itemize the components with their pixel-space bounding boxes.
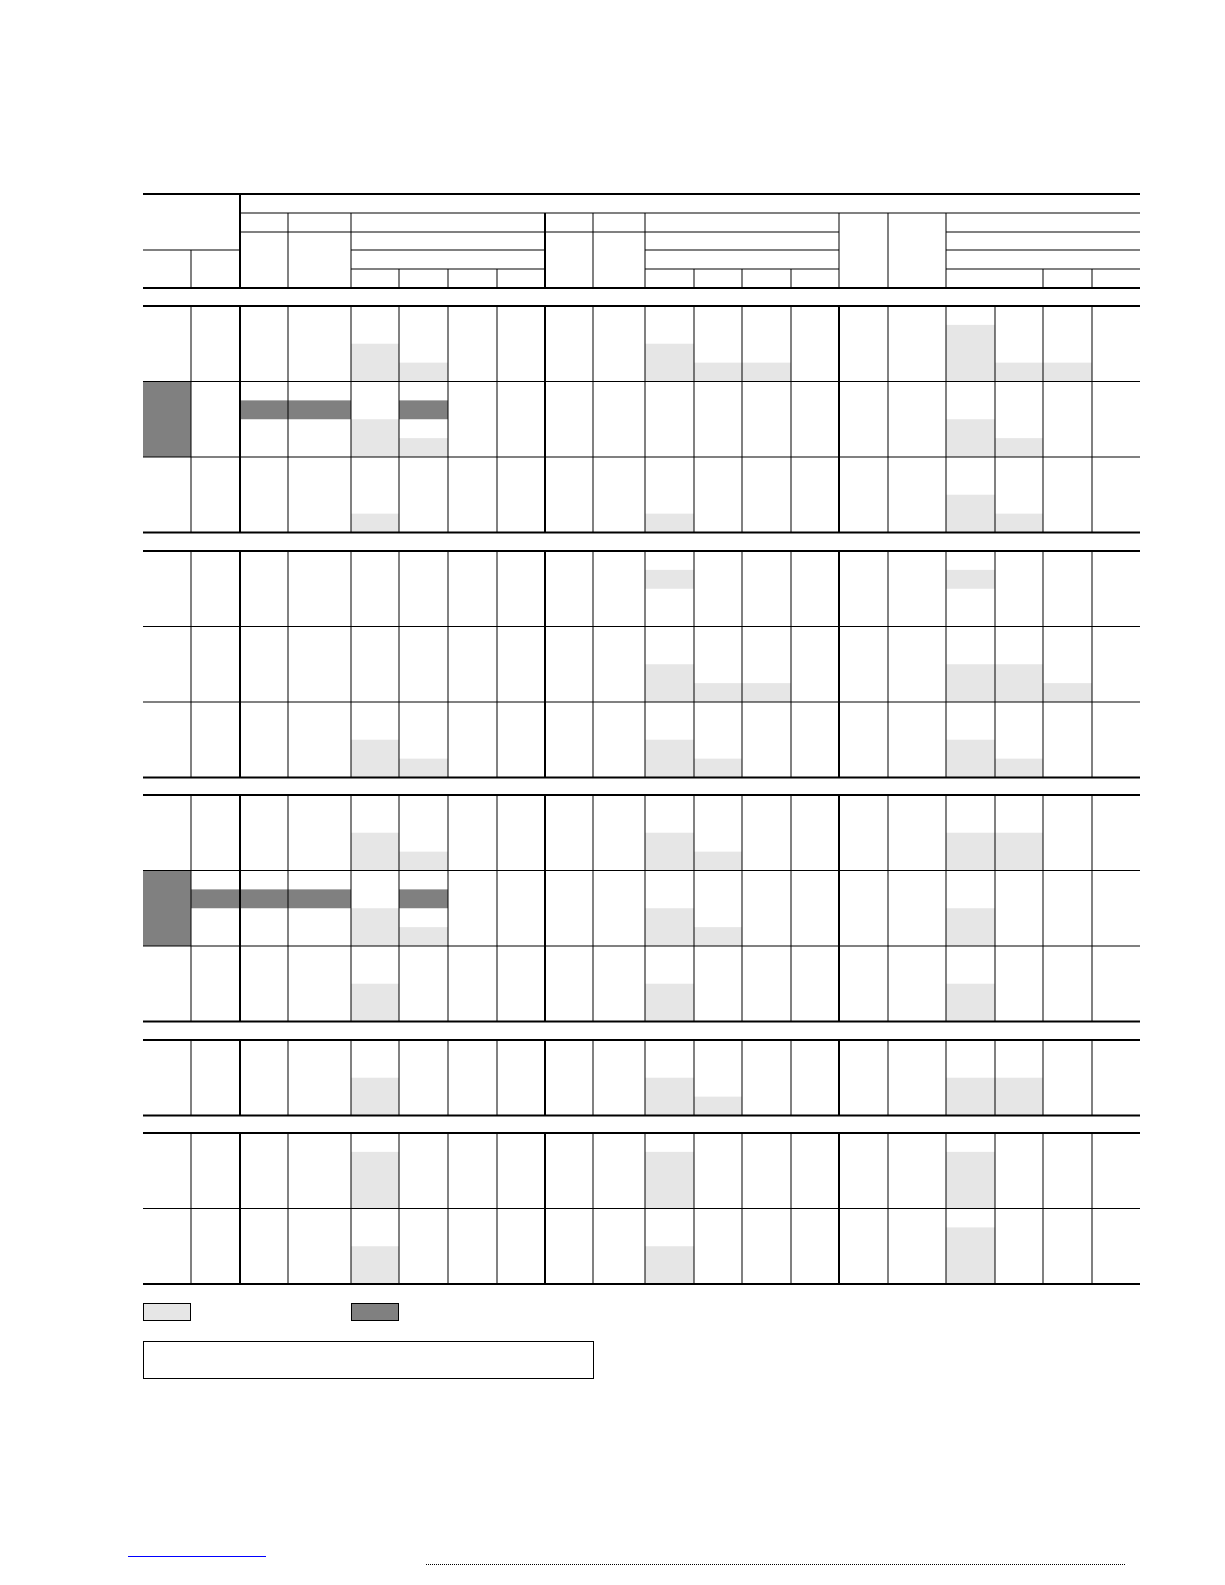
shaded-cell-light [946, 908, 995, 946]
shaded-cell-light [645, 344, 694, 382]
legend-swatch-dark [351, 1303, 399, 1321]
shaded-cell-dark [191, 889, 240, 908]
shaded-cell-light [399, 852, 448, 871]
shaded-cell-light [645, 740, 694, 778]
shaded-cell-light [645, 833, 694, 871]
shaded-cell-light [946, 740, 995, 778]
shaded-cell-light [351, 1078, 399, 1116]
shaded-cell-light [694, 759, 742, 778]
note-box [143, 1341, 594, 1379]
note-text [144, 1342, 593, 1362]
shaded-cell-dark [288, 889, 351, 908]
shaded-cell-light [694, 927, 742, 946]
shaded-cell-light [645, 984, 694, 1022]
shaded-cell-light [1043, 683, 1092, 702]
shaded-cell-light [995, 363, 1043, 382]
shaded-cell-light [946, 1227, 995, 1284]
shaded-cell-light [995, 664, 1043, 702]
legend-swatch-light [143, 1303, 191, 1321]
shaded-cell-light [645, 664, 694, 702]
shaded-cell-light [645, 1246, 694, 1284]
shaded-cell-light [645, 570, 694, 589]
shaded-cell-dark [143, 382, 191, 458]
shaded-cell-light [946, 664, 995, 702]
shaded-cell-dark [240, 889, 288, 908]
shaded-cell-light [645, 1152, 694, 1209]
shaded-cell-light [399, 438, 448, 457]
shaded-cell-light [399, 759, 448, 778]
shaded-cell-light [742, 363, 791, 382]
shaded-cell-light [351, 1246, 399, 1284]
shaded-cell-light [351, 740, 399, 778]
shaded-cell-light [946, 833, 995, 871]
shaded-cell-light [995, 514, 1043, 533]
footer-link-underline[interactable] [128, 1556, 266, 1557]
shaded-cell-light [946, 325, 995, 382]
shaded-cell-dark [240, 400, 288, 419]
shaded-cell-dark [399, 400, 448, 419]
shaded-cell-light [946, 495, 995, 533]
shaded-cell-light [645, 1078, 694, 1116]
shaded-cell-light [946, 1152, 995, 1209]
shaded-cell-light [694, 1097, 742, 1116]
shaded-cell-light [645, 514, 694, 533]
shaded-cell-light [351, 908, 399, 946]
shaded-cell-light [351, 833, 399, 871]
shaded-cell-light [995, 438, 1043, 457]
shaded-cell-light [995, 759, 1043, 778]
shaded-cell-light [645, 908, 694, 946]
shaded-cell-dark [399, 889, 448, 908]
shaded-cell-light [351, 514, 399, 533]
shaded-cell-light [1043, 363, 1092, 382]
shaded-cell-light [995, 1078, 1043, 1116]
shaded-cell-light [351, 1152, 399, 1209]
shaded-cell-light [946, 419, 995, 457]
shaded-cell-light [742, 683, 791, 702]
shaded-cell-dark [288, 400, 351, 419]
shaded-cell-light [946, 1078, 995, 1116]
shaded-cell-light [946, 570, 995, 589]
shaded-cell-light [694, 852, 742, 871]
shaded-cell-light [399, 927, 448, 946]
shaded-cell-light [694, 683, 742, 702]
shaded-cell-light [351, 984, 399, 1022]
footer-rule [426, 1564, 1125, 1566]
shaded-cell-dark [143, 871, 191, 947]
shaded-cell-light [351, 344, 399, 382]
shaded-cell-light [694, 363, 742, 382]
shaded-cell-light [399, 363, 448, 382]
shaded-cell-light [946, 984, 995, 1022]
shaded-cell-light [351, 419, 399, 457]
shaded-cell-light [995, 833, 1043, 871]
